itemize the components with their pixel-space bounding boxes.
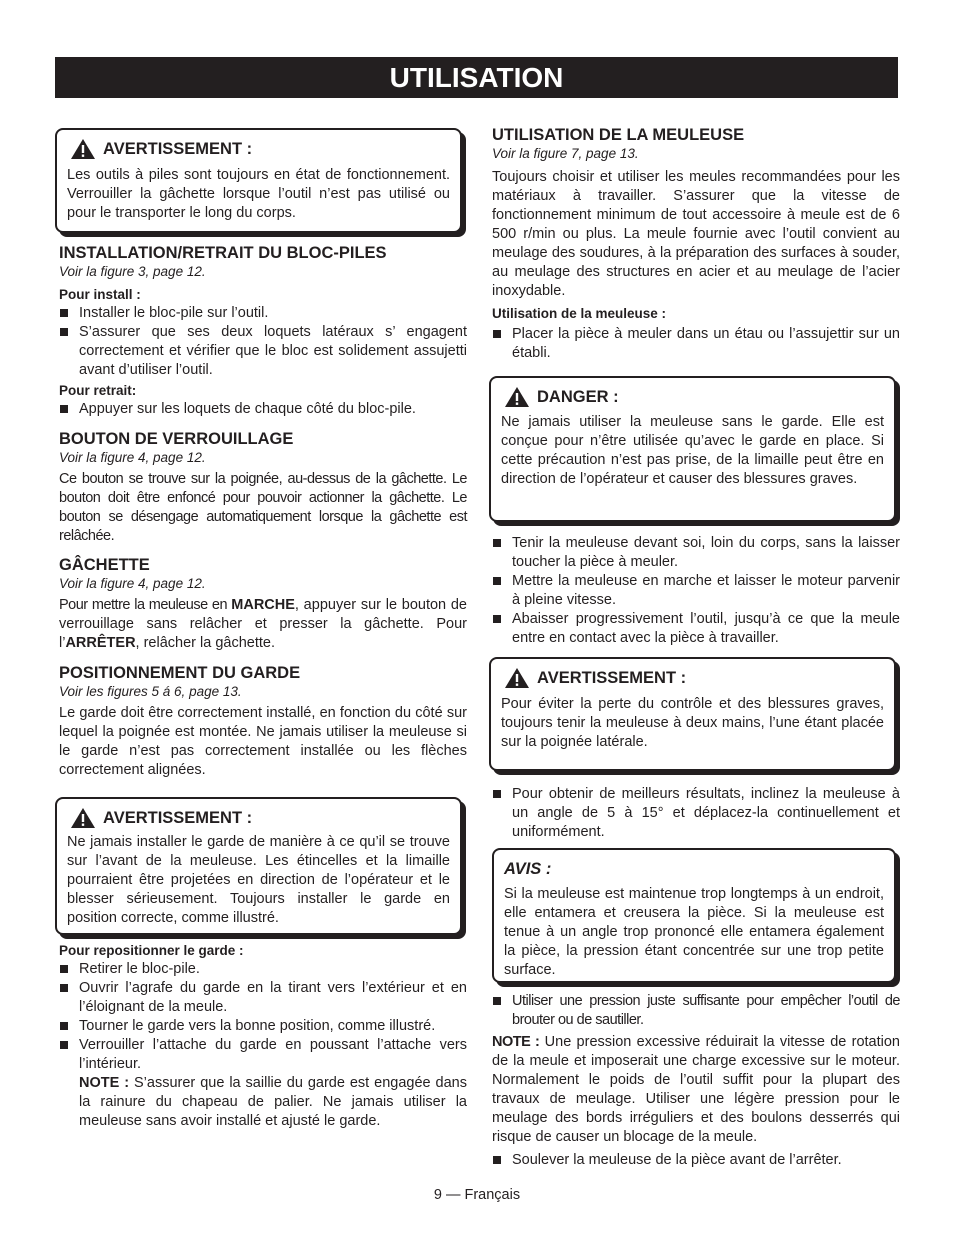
list-item: Retirer le bloc-pile.	[59, 960, 467, 979]
bullet-icon	[60, 984, 68, 992]
notice-text: Si la meuleuse est maintenue trop longtemps à un endroit, elle entamera et creusera la pièce. Si la meuleuse est tenue à un angle trop prononcé elle entamera également la pièce, la pression étant concentrée sur une trop petite surface.	[504, 886, 884, 978]
figure-reference: Voir la figure 3, page 12.	[59, 264, 206, 279]
warning-text: Les outils à piles sont toujours en état de fonctionnement. Verrouiller la gâchette lorsque l’outil n’est pas utilisé ou pour le transporter le long du corps.	[67, 167, 450, 221]
warning-title: AVERTISSEMENT :	[537, 669, 687, 687]
bullet-icon	[493, 997, 501, 1005]
bullet-icon	[493, 790, 501, 798]
note: NOTE : Une pression excessive réduirait la vitesse de rotation de la meule et imposerait une charge excessive sur le moteur. Normalement le poids de l’outil suffit pour la plupart des travaux de meulage. Utiliser une légère pression pour le meulage des bords irréguliers et des boulons desserrés qui risque de causer un blocage de la meule.	[492, 1034, 900, 1145]
warning-text: Ne jamais installer le garde de manière à ce qu’il se trouve sur l’avant de la meuleuse. Les étincelles et la limaille pourraient être projetées en direction de l’opérateur et le blesser sérieusement. Toujours installer le garde en position correcte, comme illustré.	[67, 834, 450, 926]
danger-text: Ne jamais utiliser la meuleuse sans le garde. Elle est conçue pour n’être utilisée qu’avec le garde en place. Si cette précaution n’est pas prise, de la limaille peut être en direction de l’opérateur et causer des blessures graves.	[501, 414, 884, 487]
figure-reference: Voir la figure 4, page 12.	[59, 450, 206, 465]
steps-list-2	[492, 785, 900, 842]
warning-title: AVERTISSEMENT :	[103, 140, 253, 158]
section-heading-lock: BOUTON DE VERROUILLAGE	[59, 430, 294, 448]
warning-triangle-icon	[505, 387, 529, 407]
section-heading-use: UTILISATION DE LA MEULEUSE	[492, 126, 745, 144]
list-item: Mettre la meuleuse en marche et laisser le moteur parvenir à pleine vitesse.	[492, 572, 900, 610]
list-item: Placer la pièce à meuler dans un étau ou l’assujettir sur un établi.	[492, 325, 900, 363]
page-footer: 9 — Français	[433, 1187, 521, 1203]
list-item: Appuyer sur les loquets de chaque côté du bloc-pile.	[59, 400, 467, 419]
warning-text: Pour éviter la perte du contrôle et des blessures graves, toujours tenir la meuleuse à deux mains, l’une étant placée sur la poignée latérale.	[501, 696, 884, 750]
subheading-use: Utilisation de la meuleuse :	[492, 306, 667, 321]
list-item: Abaisser progressivement l’outil, jusqu’à ce que la meule entre en contact avec la pièce à travailler.	[492, 610, 900, 648]
list-item: Utiliser une pression juste suffisante pour empêcher l’outil de brouter ou de sautiller.	[492, 992, 900, 1030]
warning-box-battery	[55, 128, 462, 233]
notice-title: AVIS :	[504, 860, 552, 878]
note: NOTE : S’assurer que la saillie du garde est engagée dans la rainure du chapeau de palier. Ne jamais utiliser la meuleuse sans avoir installé et ajusté le garde.	[79, 1075, 467, 1129]
section-heading-trigger: GÂCHETTE	[59, 556, 150, 574]
warning-box-grip	[489, 657, 896, 771]
bullet-icon	[493, 330, 501, 338]
steps-list-3	[492, 992, 900, 1030]
warning-triangle-icon	[71, 139, 95, 159]
list-item: Tenir la meuleuse devant soi, loin du corps, sans la laisser toucher la pièce à meuler.	[492, 534, 900, 572]
subheading-install: Pour install :	[59, 287, 141, 302]
list-item: Ouvrir l’agrafe du garde en la tirant vers l’extérieur et en l’éloignant de la meule.	[59, 979, 467, 1017]
bullet-icon	[493, 539, 501, 547]
list-item: S’assurer que ses deux loquets latéraux s’ engagent correctement et vérifier que le bloc est solidement assujetti avant d’utiliser l’outil.	[59, 323, 467, 380]
warning-triangle-icon	[505, 668, 529, 688]
bullet-icon	[60, 309, 68, 317]
bullet-icon	[60, 328, 68, 336]
figure-reference: Voir la figure 7, page 13.	[492, 146, 639, 161]
figure-reference: Voir la figure 4, page 12.	[59, 576, 206, 591]
install-list	[59, 304, 467, 380]
guard-text: Le garde doit être correctement installé, en fonction du côté sur lequel la poignée est montée. Ne jamais utiliser la meuleuse si le garde n’est pas correctement installée ou les flèches correctement alignées.	[59, 705, 467, 778]
list-item: Tourner le garde vers la bonne position, comme illustré.	[59, 1017, 467, 1036]
steps-list-4	[492, 1151, 900, 1170]
section-heading-battery: INSTALLATION/RETRAIT DU BLOC-PILES	[59, 244, 387, 262]
danger-title: DANGER :	[537, 388, 619, 406]
figure-reference: Voir les figures 5 á 6, page 13.	[59, 684, 242, 699]
use-text: Toujours choisir et utiliser les meules recommandées pour les matériaux à travailler. S’assurer que la vitesse de fonctionnement minimum de tout accessoire à meule est de 6 500 r/min ou plus. La meule fournie avec l’outil convient au meulage des soudures, à la préparation des surfaces à souder, au meulage des structures en acier et au meulage de l’acier inoxydable.	[492, 169, 900, 299]
list-item: Soulever la meuleuse de la pièce avant de l’arrêter.	[492, 1151, 900, 1170]
page-title: UTILISATION	[55, 57, 898, 98]
warning-box-guard	[55, 797, 462, 935]
use-list	[492, 325, 900, 363]
trigger-text: Pour mettre la meuleuse en MARCHE, appuyer sur le bouton de verrouillage sans relâcher et presser la gâchette. Pour l’ARRÊTER, relâcher la gâchette.	[59, 597, 467, 651]
section-heading-guard: POSITIONNEMENT DU GARDE	[59, 664, 301, 682]
list-item: Pour obtenir de meilleurs résultats, inclinez la meuleuse à un angle de 5 à 15° et déplacez-la continuellement et uniformément.	[492, 785, 900, 842]
subheading-reposition: Pour repositionner le garde :	[59, 943, 244, 958]
bullet-icon	[60, 405, 68, 413]
reposition-list	[59, 960, 467, 1074]
bullet-icon	[493, 615, 501, 623]
notice-box	[492, 848, 896, 983]
warning-triangle-icon	[71, 808, 95, 828]
bullet-icon	[60, 1041, 68, 1049]
list-item: Installer le bloc-pile sur l’outil.	[59, 304, 467, 323]
bullet-icon	[60, 965, 68, 973]
remove-list	[59, 400, 467, 419]
list-item: Verrouiller l’attache du garde en poussant l’attache vers l’intérieur.	[59, 1036, 467, 1074]
warning-title: AVERTISSEMENT :	[103, 809, 253, 827]
bullet-icon	[493, 577, 501, 585]
steps-list	[492, 534, 900, 648]
bullet-icon	[493, 1156, 501, 1164]
lock-text: Ce bouton se trouve sur la poignée, au-dessus de la gâchette. Le bouton doit être enfoncé pour pouvoir actionner la gâchette. Le bouton se désengage automatiquement lorsque la gâchette est relâchée.	[59, 471, 467, 544]
bullet-icon	[60, 1022, 68, 1030]
danger-box	[489, 376, 896, 522]
subheading-remove: Pour retrait:	[59, 383, 137, 398]
